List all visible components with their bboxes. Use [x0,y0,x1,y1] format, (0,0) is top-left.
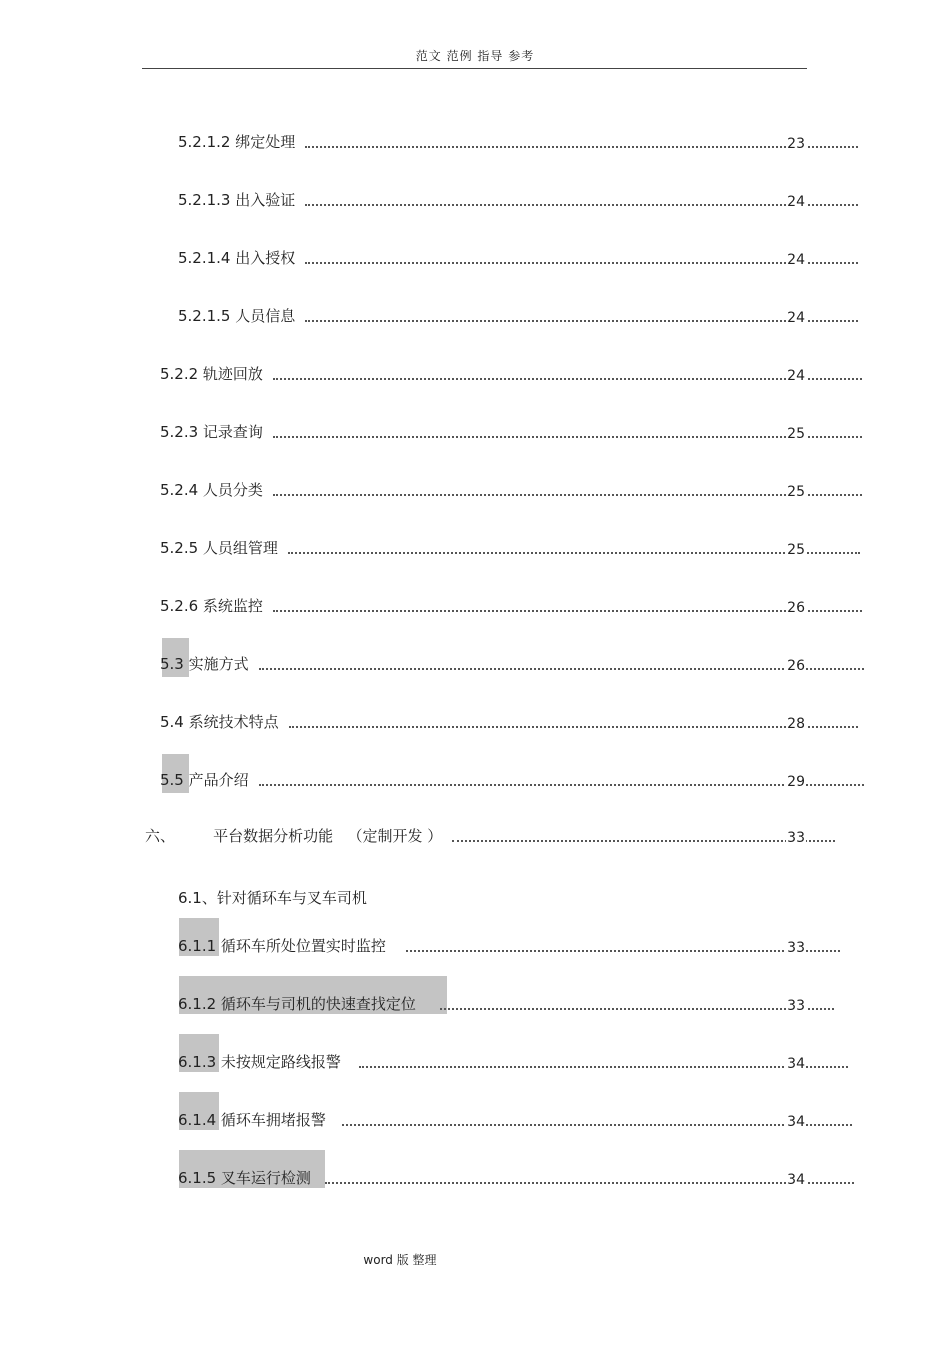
toc-page-number: 26 [787,600,805,616]
page-header: 范文 范例 指导 参考 [415,49,535,63]
dot-leader [440,1008,834,1010]
toc-page-number: 25 [787,484,805,500]
toc-entry-5-2-1-2[interactable] [178,132,858,154]
toc-entry-5-2-1-3[interactable] [178,190,858,212]
toc-entry-6-1-5[interactable] [178,1168,854,1190]
toc-page-number: 25 [787,542,805,558]
dot-leader [273,436,862,438]
toc-label: 5.2.5 人员组管理 [160,539,278,557]
toc-label: 六、 平台数据分析功能 （定制开发 ） [145,827,443,845]
dot-leader [325,1182,854,1184]
dot-leader [288,552,860,554]
toc-label: 5.2.1.2 绑定处理 [178,133,296,151]
toc-page-number: 34 [787,1114,805,1130]
dot-leader [273,610,862,612]
header-rule [142,68,807,69]
toc-page-number: 28 [787,716,805,732]
toc-entry-6-1-3[interactable] [178,1052,848,1074]
toc-page-number: 34 [787,1056,805,1072]
toc-label: 6.1.2 循环车与司机的快速查找定位 [178,995,416,1013]
dot-leader [273,494,862,496]
toc-label: 5.2.1.5 人员信息 [178,307,296,325]
toc-page-number: 23 [787,136,805,152]
toc-label: 6.1.4 循环车拥堵报警 [178,1111,326,1129]
toc-page-number: 33 [787,998,805,1014]
toc-entry-5-5[interactable] [160,770,864,792]
toc-label: 5.2.1.3 出入验证 [178,191,296,209]
dot-leader [259,784,864,786]
toc-page-number: 24 [787,252,805,268]
dot-leader [305,146,858,148]
toc-entry-6-1-2[interactable] [178,994,834,1016]
toc-page-number: 24 [787,310,805,326]
toc-label: 5.2.3 记录查询 [160,423,263,441]
toc-label: 5.2.6 系统监控 [160,597,263,615]
toc-page-number: 33 [787,940,805,956]
toc-entry-5-4[interactable] [160,712,858,734]
toc-page-number: 33 [787,830,805,846]
toc-label: 6.1.5 叉车运行检测 [178,1169,311,1187]
toc-page-number: 24 [787,194,805,210]
dot-leader [406,950,840,952]
dot-leader [342,1124,852,1126]
toc-entry-5-2-1-5[interactable] [178,306,858,328]
toc-label: 5.4 系统技术特点 [160,713,279,731]
toc-label: 5.3 实施方式 [160,655,249,673]
toc-entry-6-1-1[interactable] [178,936,840,958]
dot-leader [305,320,858,322]
toc-entry-5-2-1-4[interactable] [178,248,858,270]
toc-label: 5.2.1.4 出入授权 [178,249,296,267]
toc-entry-chapter-6[interactable] [145,826,835,848]
toc-label: 6.1.1 循环车所处位置实时监控 [178,937,386,955]
dot-leader [259,668,864,670]
page-footer: word 版 整理 [363,1253,437,1267]
toc-entry-6-1-4[interactable] [178,1110,852,1132]
toc-entry-5-2-6[interactable] [160,596,862,618]
toc-entry-5-2-2[interactable] [160,364,862,386]
toc-page-number: 34 [787,1172,805,1188]
dot-leader [273,378,862,380]
dot-leader [305,204,858,206]
dot-leader [359,1066,848,1068]
toc-label: 6.1.3 未按规定路线报警 [178,1053,341,1071]
dot-leader [289,726,858,728]
toc-page-number: 26 [787,658,805,674]
dot-leader [305,262,858,264]
toc-entry-5-3[interactable] [160,654,864,676]
toc-label: 5.2.4 人员分类 [160,481,263,499]
toc-entry-5-2-4[interactable] [160,480,862,502]
dot-leader [452,840,835,842]
toc-entry-5-2-5[interactable] [160,538,860,560]
section-heading-6-1: 6.1、针对循环车与叉车司机 [178,889,367,907]
toc-entry-5-2-3[interactable] [160,422,862,444]
toc-page-number: 24 [787,368,805,384]
toc-label: 5.2.2 轨迹回放 [160,365,263,383]
toc-label: 5.5 产品介绍 [160,771,249,789]
toc-page-number: 25 [787,426,805,442]
toc-page-number: 29 [787,774,805,790]
